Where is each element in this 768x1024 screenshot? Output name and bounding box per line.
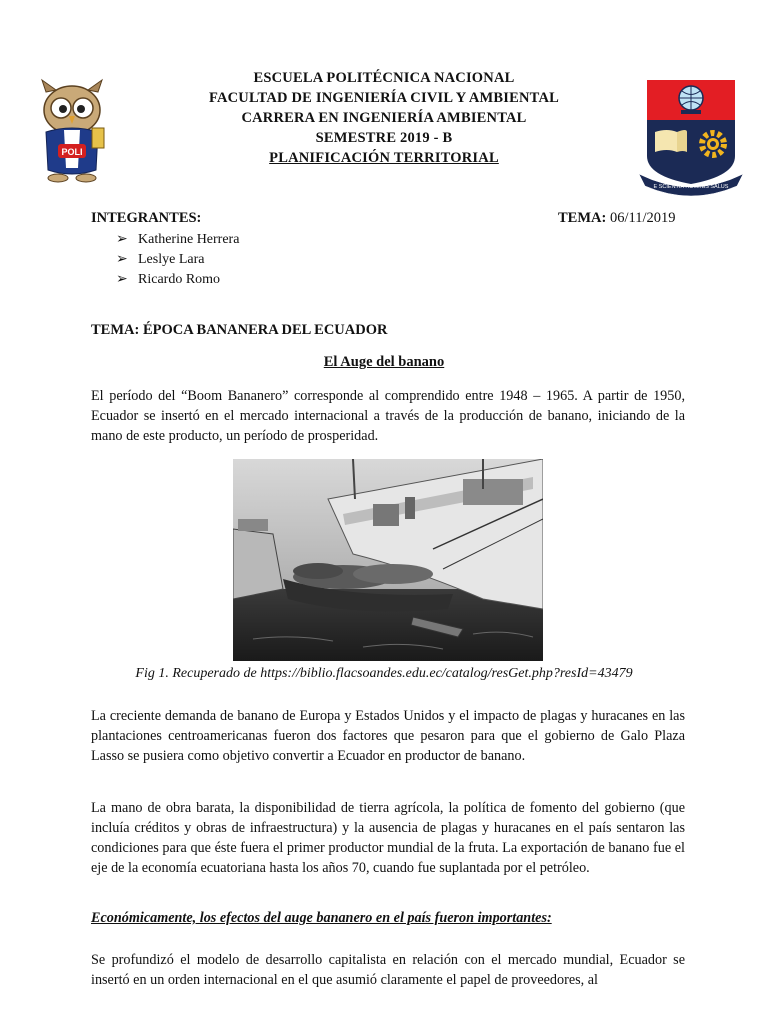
paragraph-capitalist-model: Se profundizó el modelo de desarrollo capitalista en relación con el mercado mundial, Ecuador se insertó en un orden internacional en el que asumió claramente el papel de proveedores, al bbox=[91, 952, 685, 988]
header-career: CARRERA EN INGENIERÍA AMBIENTAL bbox=[241, 110, 527, 126]
member-item bbox=[116, 271, 220, 288]
member-item bbox=[116, 231, 239, 248]
economic-effects-heading: Económicamente, los efectos del auge bananero en el país fueron importantes: bbox=[91, 910, 552, 926]
member-item bbox=[116, 251, 204, 268]
section-title: El Auge del banano bbox=[323, 354, 445, 370]
paragraph-demand: La creciente demanda de banano de Europa y Estados Unidos y el impacto de plagas y huracanes en las plantaciones centroamericanas fueron dos factores que pesaron para que el gobierno de Galo Plaza Lasso se pusiera como objetivo convertir a Ecuador en productor de banano. bbox=[91, 708, 685, 764]
header-semester: SEMESTRE 2019 - B bbox=[315, 130, 453, 146]
paragraph-conditions: La mano de obra barata, la disponibilidad de tierra agrícola, la política de fomento del gobierno (que incluía créditos y obras de infraestructura) y la ausencia de plagas y huracanes en el país sentaron las condiciones para que éste fuera el primer productor mundial de la fruta. La exportación de banano fue el eje de la economía ecuatoriana hasta los años 70, cuando fue suplantada por el petróleo. bbox=[91, 800, 685, 876]
date-label: TEMA: bbox=[558, 210, 607, 226]
member-name: Leslye Lara bbox=[138, 252, 205, 267]
header-faculty: FACULTAD DE INGENIERÍA CIVIL Y AMBIENTAL bbox=[208, 90, 560, 106]
arrow-bullet-icon: ➢ bbox=[116, 272, 128, 287]
svg-text:POLI: POLI bbox=[61, 147, 83, 157]
date-block bbox=[558, 210, 676, 227]
figure-caption: Fig 1. Recuperado de https://biblio.flacsoandes.edu.ec/catalog/resGet.php?resId=43479 bbox=[135, 666, 633, 681]
member-name: Katherine Herrera bbox=[138, 232, 240, 247]
member-name: Ricardo Romo bbox=[138, 272, 221, 287]
header-course: PLANIFICACIÓN TERRITORIAL bbox=[269, 150, 499, 166]
date-value: 06/11/2019 bbox=[609, 210, 676, 226]
svg-text:E SCIENTIA HOMINIS SALUS: E SCIENTIA HOMINIS SALUS bbox=[653, 184, 729, 190]
arrow-bullet-icon: ➢ bbox=[116, 252, 128, 267]
banana-ship-photo bbox=[233, 459, 543, 661]
header-institution: ESCUELA POLITÉCNICA NACIONAL bbox=[253, 70, 515, 86]
integrantes-label: INTEGRANTES: bbox=[91, 210, 202, 226]
arrow-bullet-icon: ➢ bbox=[116, 232, 128, 247]
document-topic: TEMA: ÉPOCA BANANERA DEL ECUADOR bbox=[91, 322, 388, 338]
paragraph-intro: El período del “Boom Bananero” corresponde al comprendido entre 1948 – 1965. A partir de 1950, Ecuador se insertó en el mercado internacional a través de la producción de banano, iniciando de la mano de este producto, un período de prosperidad. bbox=[91, 388, 685, 444]
